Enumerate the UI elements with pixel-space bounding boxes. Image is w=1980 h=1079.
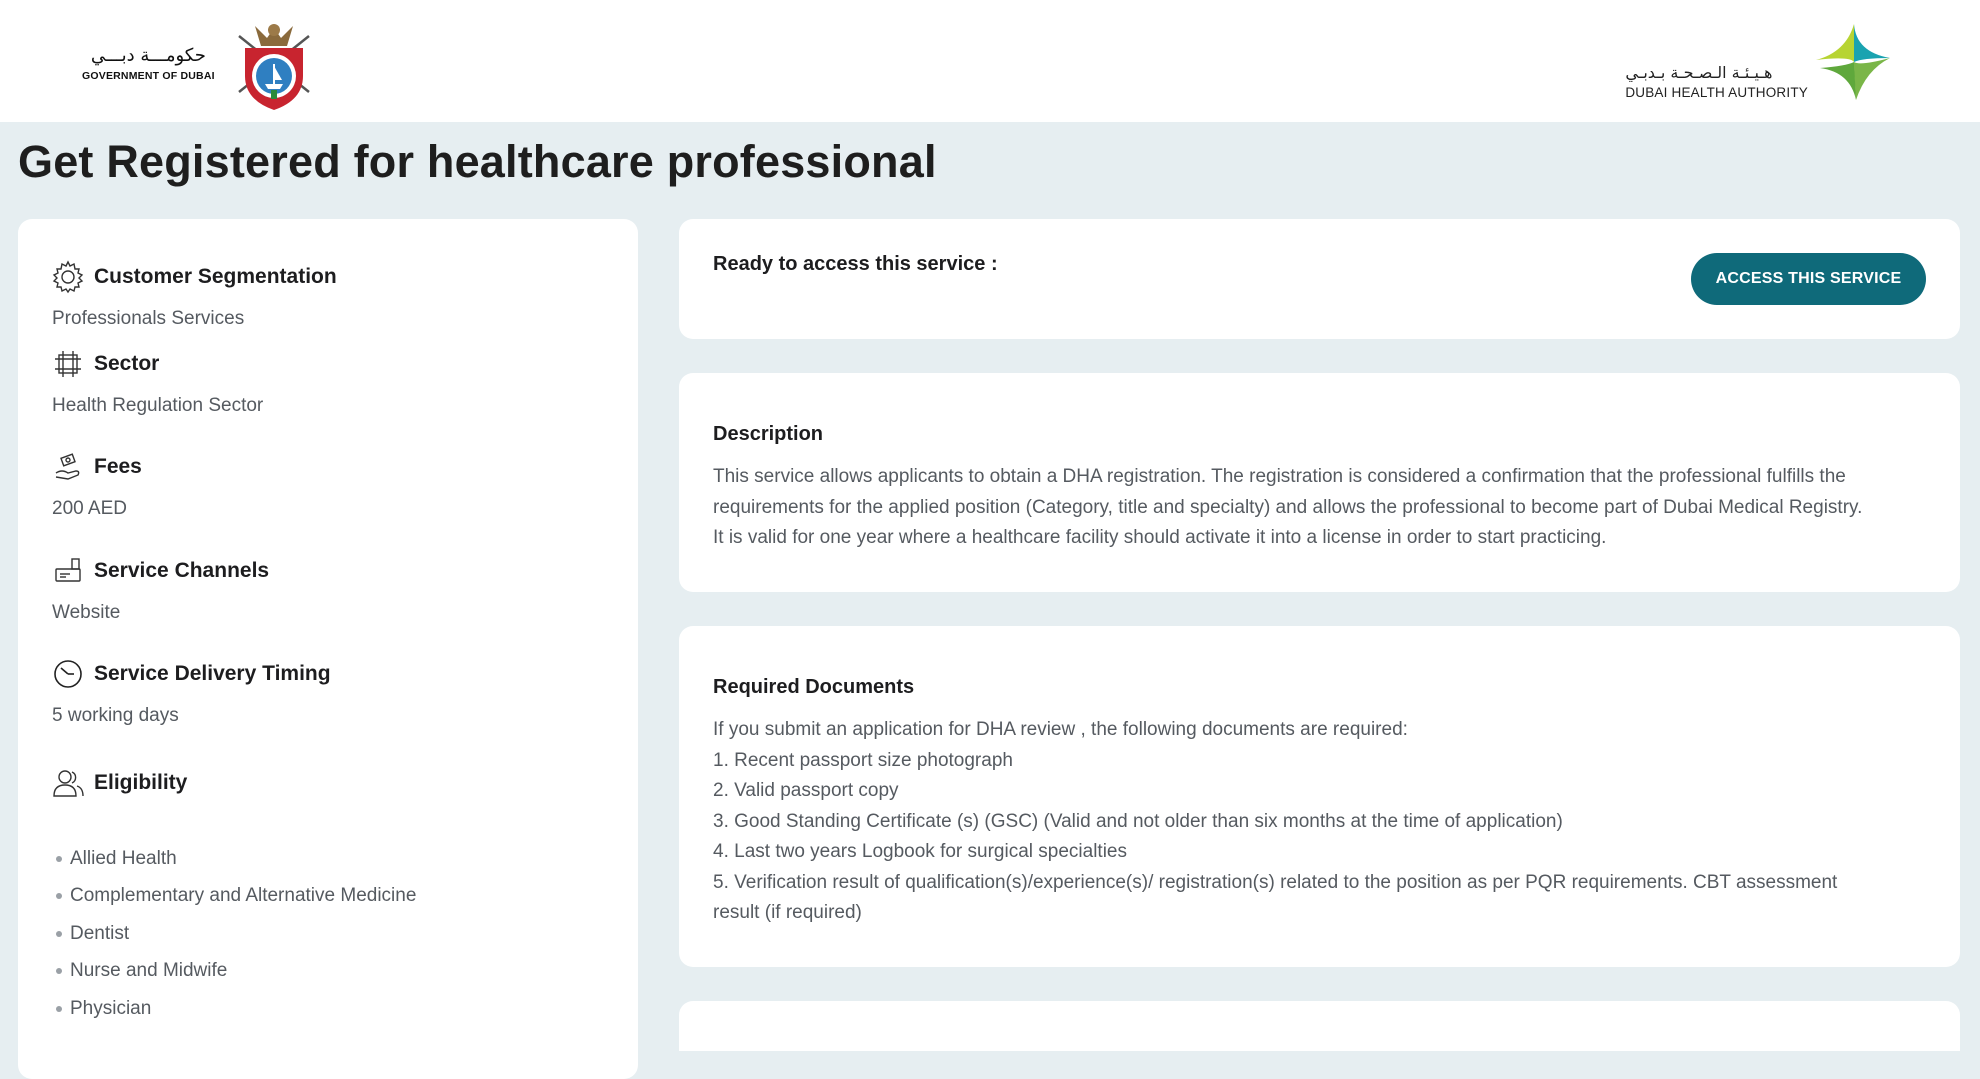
building-icon — [51, 347, 85, 381]
eligibility-item: Nurse and Midwife — [70, 960, 228, 982]
document-line: 3. Good Standing Certificate (s) (GSC) (Valid and not older than six months at the time of application) — [713, 810, 1563, 832]
description-text — [713, 462, 1943, 554]
gear-icon — [51, 260, 85, 294]
dubai-health-authority-logo[interactable] — [1625, 22, 1892, 102]
eligibility-section — [51, 766, 187, 800]
list-item — [56, 840, 416, 878]
eligibility-item: Physician — [70, 997, 152, 1019]
document-line: 4. Last two years Logbook for surgical specialties — [713, 841, 1127, 862]
dha-logo-text — [1625, 63, 1808, 100]
gov-logo-english: GOVERNMENT OF DUBAI — [82, 69, 215, 82]
dha-star-icon — [1810, 22, 1892, 102]
sector-title: Sector — [94, 352, 160, 375]
access-this-service-button[interactable]: ACCESS THIS SERVICE — [1691, 253, 1926, 305]
service-delivery-timing-value: 5 working days — [52, 705, 179, 726]
service-channels-section — [51, 554, 269, 624]
top-header — [0, 0, 1980, 122]
sector-section — [51, 347, 263, 417]
page-title: Get Registered for healthcare professional — [18, 136, 937, 187]
next-section-card — [679, 1001, 1960, 1051]
service-delivery-timing-section — [51, 657, 331, 727]
dubai-emblem-icon — [225, 14, 323, 112]
document-line: If you submit an application for DHA review , the following documents are required: — [713, 719, 1408, 740]
list-item — [56, 915, 416, 953]
dha-logo-arabic: هـيـئـة الـصـحـة بـدبـي — [1625, 63, 1773, 82]
description-line: This service allows applicants to obtain a DHA registration. The registration is considered a confirmation that the professional fulfills the — [713, 466, 1846, 487]
eligibility-item: Complementary and Alternative Medicine — [70, 885, 417, 907]
customer-segmentation-value: Professionals Services — [52, 308, 245, 329]
list-item — [56, 878, 416, 916]
required-documents-heading: Required Documents — [713, 676, 915, 698]
description-line: It is valid for one year where a healthcare facility should activate it into a license in order to start practicing. — [713, 527, 1607, 548]
bullet-icon — [56, 931, 62, 937]
service-channels-title: Service Channels — [94, 559, 270, 582]
fees-title: Fees — [94, 455, 142, 478]
access-service-card — [679, 219, 1960, 339]
service-info-panel — [18, 219, 638, 1079]
hand-money-icon — [51, 450, 85, 484]
document-line: 1. Recent passport size photograph — [713, 749, 1013, 771]
eligibility-item: Allied Health — [70, 847, 177, 869]
eligibility-item: Dentist — [70, 922, 130, 944]
sector-value: Health Regulation Sector — [52, 395, 264, 416]
eligibility-title: Eligibility — [94, 771, 188, 794]
fees-value: 200 AED — [52, 498, 127, 519]
gov-logo-text — [82, 45, 215, 82]
required-documents-list — [713, 715, 1943, 929]
list-item — [56, 990, 416, 1028]
description-line: requirements for the applied position (Category, title and specialty) and allows the professional to become part of Dubai Medical Registry. — [713, 496, 1863, 518]
computer-channel-icon — [51, 554, 85, 588]
users-icon — [51, 766, 85, 800]
description-heading: Description — [713, 423, 824, 445]
document-line: result (if required) — [713, 902, 862, 923]
government-of-dubai-logo[interactable] — [82, 14, 323, 112]
bullet-icon — [56, 1006, 62, 1012]
service-delivery-timing-title: Service Delivery Timing — [94, 662, 331, 685]
bullet-icon — [56, 893, 62, 899]
bullet-icon — [56, 856, 62, 862]
document-line: 5. Verification result of qualification(s)/experience(s)/ registration(s) related to the position as per PQR requirements. CBT assessment — [713, 871, 1838, 893]
document-line: 2. Valid passport copy — [713, 780, 899, 801]
list-item — [56, 953, 416, 991]
required-documents-card — [679, 626, 1960, 967]
description-card — [679, 373, 1960, 592]
fees-section — [51, 450, 142, 520]
access-prompt: Ready to access this service : — [713, 253, 998, 275]
gov-logo-arabic: حكومـــة دبـــي — [90, 44, 206, 66]
customer-segmentation-title: Customer Segmentation — [94, 265, 337, 288]
dha-logo-english: DUBAI HEALTH AUTHORITY — [1625, 85, 1808, 100]
customer-segmentation-section — [51, 260, 337, 330]
clock-icon — [51, 657, 85, 691]
service-channels-value: Website — [52, 602, 121, 623]
bullet-icon — [56, 968, 62, 974]
eligibility-list — [56, 840, 416, 1028]
